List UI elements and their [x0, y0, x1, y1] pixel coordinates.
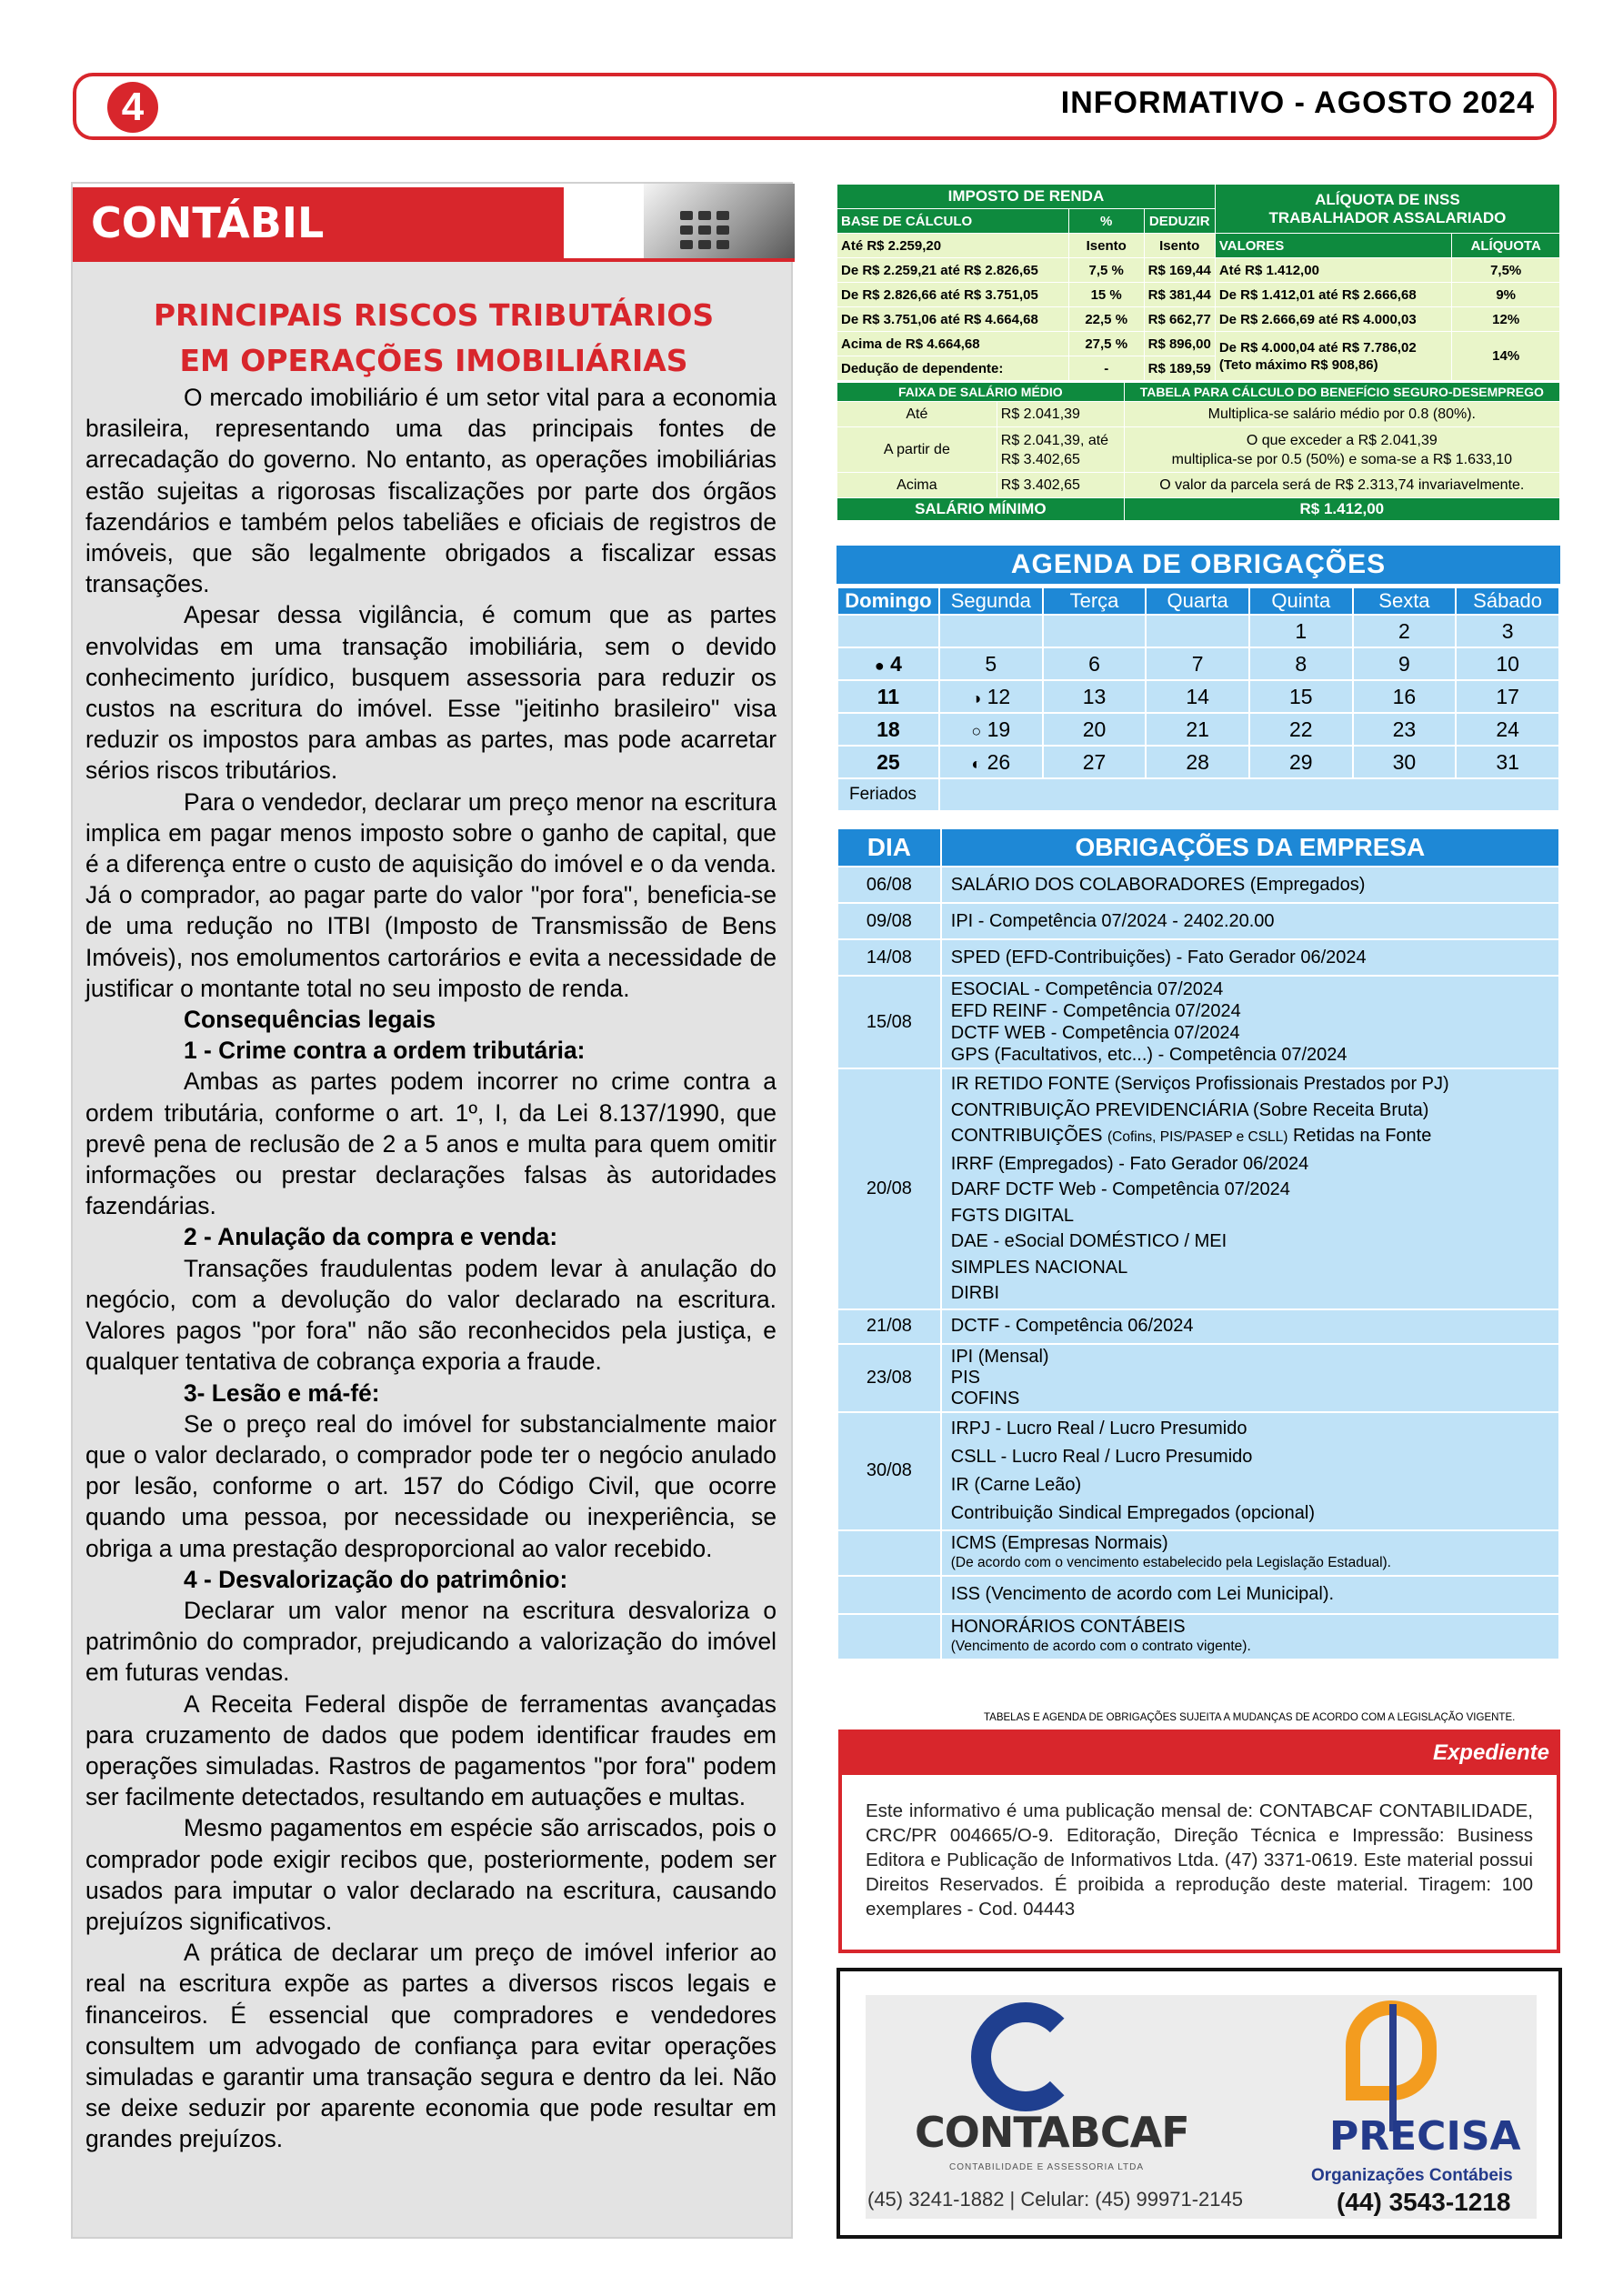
calendar-day: 11	[837, 680, 939, 713]
day-number: 12	[987, 684, 1011, 708]
inss-cell: 14%	[1452, 332, 1560, 381]
subheading: 2 - Anulação da compra e venda:	[184, 1223, 558, 1251]
calendar-day: 5	[939, 647, 1043, 680]
salario-minimo-value: R$ 1.412,00	[1124, 498, 1559, 521]
obligation-date: 20/08	[837, 1068, 941, 1309]
weekday-header: Sábado	[1456, 587, 1559, 615]
calendar-day: 21	[1146, 713, 1249, 746]
obligation-line: COFINS	[950, 1388, 1020, 1409]
section-label: CONTÁBIL	[73, 187, 564, 258]
ir-cell: De R$ 2.259,21 até R$ 2.826,65	[837, 258, 1069, 283]
calendar-day: 16	[1353, 680, 1457, 713]
inss-title-line: ALÍQUOTA DE INSS	[1315, 190, 1460, 208]
obligation-line: GPS (Facultativos, etc...) - Competência 07/2024	[950, 1045, 1347, 1065]
weekday-header: Segunda	[939, 587, 1043, 615]
subheading: Consequências legais	[184, 1006, 436, 1034]
calendar-day: 22	[1249, 713, 1353, 746]
col-header: BASE DE CÁLCULO	[837, 209, 1069, 234]
seguro-cell: O valor da parcela será de R$ 2.313,74 invariavelmente.	[1124, 473, 1559, 498]
calendar-day: 24	[1456, 713, 1559, 746]
sponsor-logos	[837, 1968, 1562, 2239]
calendar-day: 23	[1353, 713, 1457, 746]
ir-inss-table	[837, 184, 1560, 381]
paragraph: Ambas as partes podem incorrer no crime contra a ordem tributária, conforme o art. 1º, I, da Lei 8.137/1990, que prevê pena de reclusão de 2 a 5 anos e multa para quem omitir informações ou prestar declarações falsas às autoridades fazendárias.	[85, 1068, 776, 1220]
col-header: TABELA PARA CÁLCULO DO BENEFÍCIO SEGURO-DESEMPREGO	[1124, 383, 1559, 402]
obligation-date: 06/08	[837, 867, 941, 903]
seguro-desemprego-table	[837, 382, 1560, 521]
ir-title: IMPOSTO DE RENDA	[837, 185, 1216, 209]
obligation-note: (De acordo com o vencimento estabelecido pela Legislação Estadual).	[950, 1554, 1391, 1570]
article-body	[85, 382, 776, 2155]
obligation-text: IPI - Competência 07/2024 - 2402.20.00	[941, 903, 1559, 939]
calendar-day: 15	[1249, 680, 1353, 713]
ir-cell: Dedução de dependente:	[837, 356, 1069, 381]
caduceus-icon	[1389, 2004, 1397, 2131]
obligation-text: DCTF - Competência 06/2024	[941, 1309, 1559, 1344]
paragraph: O mercado imobiliário é um setor vital para a economia brasileira, representando uma das principais fontes de arrecadação do governo. No entanto, as operações imobiliárias estão sujeitas a rigorosas fiscalizações por parte dos órgãos fazendários e também pelos tabeliães e oficiais de registros de imóveis, que são legalmente obrigados a fiscalizar essas transações.	[85, 384, 776, 598]
paragraph: Transações fraudulentas podem levar à anulação do negócio, com a devolução do valor declarado na escritura. Valores pagos "por fora" não são reconhecidos pela justiça, e qualquer tentativa de cobrança exporia a fraude.	[85, 1254, 776, 1376]
seguro-cell	[997, 427, 1124, 473]
calendar-day	[939, 746, 1043, 778]
waning-moon-icon: ◐	[971, 754, 982, 773]
obligation-part: (Cofins, PIS/PASEP e CSLL)	[1107, 1129, 1288, 1145]
precisa-name: PRECISA	[1329, 2113, 1521, 2160]
obligation-date: 14/08	[837, 939, 941, 976]
expediente-box	[838, 1730, 1560, 1953]
obligation-text	[941, 1614, 1559, 1659]
obligation-line: SIMPLES NACIONAL	[950, 1257, 1128, 1278]
col-header: FAIXA DE SALÁRIO MÉDIO	[837, 383, 1125, 402]
expediente-header	[842, 1733, 1557, 1775]
feriados-label: Feriados	[837, 778, 939, 811]
ir-cell: De R$ 2.826,66 até R$ 3.751,05	[837, 283, 1069, 307]
obligation-line: HONORÁRIOS CONTÁBEIS	[950, 1616, 1186, 1637]
obligation-line: DAE - eSocial DOMÉSTICO / MEI	[950, 1231, 1227, 1251]
obligation-part: Retidas na Fonte	[1293, 1126, 1432, 1146]
contabcaf-name: CONTABCAF	[915, 2108, 1189, 2157]
section-divider	[73, 258, 795, 262]
inss-cell: De R$ 2.666,69 até R$ 4.000,03	[1215, 307, 1452, 332]
calendar-day: 2	[1353, 615, 1457, 647]
day-number: 4	[890, 651, 902, 676]
ir-cell: Até R$ 2.259,20	[837, 234, 1069, 258]
calendar-day: 3	[1456, 615, 1559, 647]
col-header: VALORES	[1215, 234, 1452, 258]
day-number: 26	[987, 749, 1011, 774]
obligation-text	[941, 1412, 1559, 1530]
new-moon-icon: ●	[874, 656, 885, 675]
article-title: PRINCIPAIS RISCOS TRIBUTÁRIOS EM OPERAÇÕES IMOBILIÁRIAS	[153, 297, 715, 378]
precisa-phone: (44) 3543-1218	[1337, 2188, 1511, 2216]
paragraph: Declarar um valor menor na escritura desvaloriza o patrimônio do comprador, prejudicando a valorização do imóvel em futuras vendas.	[85, 1596, 776, 1687]
calendar-day: 1	[1249, 615, 1353, 647]
inss-cell: De R$ 1.412,01 até R$ 2.666,68	[1215, 283, 1452, 307]
obligation-text: SALÁRIO DOS COLABORADORES (Empregados)	[941, 867, 1559, 903]
obligation-date	[837, 1576, 941, 1614]
obligation-part: CONTRIBUIÇÕES	[950, 1126, 1103, 1146]
inss-cell: 9%	[1452, 283, 1560, 307]
expediente-text: Este informativo é uma publicação mensal de: CONTABCAF CONTABILIDADE, CRC/PR 004665/O-9. Editoração, Direção Técnica e Impressão: Business Editora e Publicação de Informativos Ltda. (47) 3371-0619. Este material possui Direitos Reservados. É proibida a reprodução deste material. Tiragem: 100 exemplares - Cod. 04443	[866, 1800, 1533, 1920]
precisa-subtitle: Organizações Contábeis	[1311, 2166, 1513, 2185]
obligation-line: DARF DCTF Web - Competência 07/2024	[950, 1179, 1290, 1199]
calendar-table	[837, 587, 1560, 812]
calendar-day: 20	[1043, 713, 1147, 746]
calendar-day: 9	[1353, 647, 1457, 680]
subheading: 1 - Crime contra a ordem tributária:	[184, 1037, 586, 1065]
inss-title	[1215, 185, 1559, 234]
col-header: OBRIGAÇÕES DA EMPRESA	[941, 828, 1559, 867]
ir-cell: R$ 189,59	[1144, 356, 1215, 381]
ir-cell: 15 %	[1068, 283, 1144, 307]
crescent-moon-icon: ◑	[971, 688, 982, 707]
ir-cell: Acima de R$ 4.664,68	[837, 332, 1069, 356]
obligation-line: ICMS (Empresas Normais)	[950, 1532, 1168, 1553]
ir-cell: R$ 896,00	[1144, 332, 1215, 356]
seguro-cell: Até	[837, 402, 997, 427]
col-header: %	[1068, 209, 1144, 234]
article-column	[71, 182, 793, 2239]
subheading: 4 - Desvalorização do patrimônio:	[184, 1565, 568, 1593]
section-banner	[73, 184, 795, 262]
obligation-date	[837, 1530, 941, 1576]
ir-cell: 22,5 %	[1068, 307, 1144, 332]
agenda-title: AGENDA DE OBRIGAÇÕES	[837, 546, 1560, 584]
paragraph: A prática de declarar um preço de imóvel inferior ao real na escritura expõe as partes a diversos riscos legais e financeiros. É essencial que compradores e vendedores consultem um advogado de confiança para evitar operações simuladas e garantir uma transação segura e dentro da lei. Não se deixe seduzir por aparente economia que pode resultar em grandes prejuízos.	[85, 1939, 776, 2153]
seguro-line: R$ 2.041,39, até	[1000, 432, 1109, 448]
col-header: ALÍQUOTA	[1452, 234, 1560, 258]
seguro-line: O que exceder a R$ 2.041,39	[1246, 432, 1438, 448]
calendar-day: 18	[837, 713, 939, 746]
calendar-day: 27	[1043, 746, 1147, 778]
calendar-day	[939, 615, 1043, 647]
expediente-title: Expediente	[1432, 1740, 1549, 1765]
obligation-date: 09/08	[837, 903, 941, 939]
calculator-photo	[644, 184, 795, 262]
obligation-line: EFD REINF - Competência 07/2024	[950, 1001, 1241, 1021]
ir-cell: R$ 662,77	[1144, 307, 1215, 332]
seguro-cell: Multiplica-se salário médio por 0.8 (80%).	[1124, 402, 1559, 427]
paragraph: A Receita Federal dispõe de ferramentas avançadas para cruzamento de dados que podem identificar fraudes em operações simuladas. Rastros de pagamentos "por fora" podem ser facilmente detectados, resultando em autuações e multas.	[85, 1689, 776, 1811]
seguro-cell: Acima	[837, 473, 997, 498]
obligation-line: CSLL - Lucro Real / Lucro Presumido	[950, 1446, 1253, 1467]
paragraph: Para o vendedor, declarar um preço menor na escritura implica em pagar menos imposto sobre o ganho de capital, que é a diferença entre o custo de aquisição do imóvel e o da venda. Já o comprador, ao pagar parte do valor "por fora", beneficia-se de uma redução no ITBI (Imposto de Transmissão de Bens Imóveis), nos emolumentos cartorários e evita a necessidade de justificar o montante total no seu imposto de renda.	[85, 787, 776, 1002]
contabcaf-phone: (45) 3241-1882 | Celular: (45) 99971-2145	[867, 2188, 1243, 2211]
obligation-line: DCTF WEB - Competência 07/2024	[950, 1023, 1240, 1043]
weekday-header: Sexta	[1353, 587, 1457, 615]
seguro-cell: A partir de	[837, 427, 997, 473]
subheading: 3- Lesão e má-fé:	[184, 1379, 380, 1407]
obligation-line: FGTS DIGITAL	[950, 1205, 1074, 1226]
page-number: 4	[107, 82, 158, 133]
inss-range: De R$ 4.000,04 até R$ 7.786,02	[1218, 339, 1417, 356]
calendar-day	[939, 713, 1043, 746]
obligation-line: CONTRIBUIÇÃO PREVIDENCIÁRIA (Sobre Receita Bruta)	[950, 1099, 1429, 1120]
seguro-line: R$ 3.402,65	[1000, 451, 1080, 467]
ir-cell: De R$ 3.751,06 até R$ 4.664,68	[837, 307, 1069, 332]
obligations-table	[837, 827, 1560, 1660]
inss-cell	[1215, 332, 1452, 381]
logos-panel	[866, 1995, 1537, 2219]
calendar-day	[837, 615, 939, 647]
obligation-line: PIS	[950, 1367, 981, 1388]
obligation-line: IPI (Mensal)	[950, 1346, 1049, 1367]
calendar-day: 7	[1146, 647, 1249, 680]
calendar-day	[1043, 615, 1147, 647]
obligation-line: IR RETIDO FONTE (Serviços Profissionais Prestados por PJ)	[950, 1074, 1449, 1094]
obligation-date: 15/08	[837, 976, 941, 1068]
calendar-day: 6	[1043, 647, 1147, 680]
seguro-cell: R$ 3.402,65	[997, 473, 1124, 498]
col-header: DEDUZIR	[1144, 209, 1215, 234]
obligation-date: 21/08	[837, 1309, 941, 1344]
obligation-line	[951, 1123, 1549, 1151]
obligation-text	[941, 976, 1559, 1068]
ir-cell: Isento	[1068, 234, 1144, 258]
inss-cell: 12%	[1452, 307, 1560, 332]
calendar-day: 17	[1456, 680, 1559, 713]
page-header	[73, 73, 1557, 140]
weekday-header: Domingo	[837, 587, 939, 615]
calendar-day: 13	[1043, 680, 1147, 713]
paragraph: Se o preço real do imóvel for substancialmente maior que o valor declarado, o comprador pode ter o negócio anulado por lesão, conforme o art. 157 do Código Civil, que ocorre quando uma pessoa, por necessidade ou inexperiência, se obriga a uma prestação desproporcional ao valor recebido.	[85, 1409, 776, 1562]
obligation-date: 30/08	[837, 1412, 941, 1530]
obligation-text	[941, 1344, 1559, 1412]
inss-teto: (Teto máximo R$ 908,86)	[1218, 356, 1378, 373]
salario-minimo-label: SALÁRIO MÍNIMO	[837, 498, 1125, 521]
calendar-day: 10	[1456, 647, 1559, 680]
ir-cell: 7,5 %	[1068, 258, 1144, 283]
calendar-day: 30	[1353, 746, 1457, 778]
full-moon-icon: ○	[971, 721, 982, 740]
calendar-day	[939, 680, 1043, 713]
obligation-line: ESOCIAL - Competência 07/2024	[950, 979, 1224, 999]
disclaimer-note: TABELAS E AGENDA DE OBRIGAÇÕES SUJEITA A MUDANÇAS DE ACORDO COM A LEGISLAÇÃO VIGENTE.	[984, 1712, 1516, 1723]
obligation-date: 23/08	[837, 1344, 941, 1412]
paragraph: Mesmo pagamentos em espécie são arriscados, pois o comprador pode exigir recibos que, posteriormente, podem ser usados para imputar o valor declarado na escritura, causando prejuízos significativos.	[85, 1814, 776, 1935]
obligation-note: (Vencimento de acordo com o contrato vigente).	[950, 1638, 1251, 1654]
calendar-day: 29	[1249, 746, 1353, 778]
seguro-cell: R$ 2.041,39	[997, 402, 1124, 427]
obligation-line: Contribuição Sindical Empregados (opcional)	[950, 1502, 1315, 1523]
obligation-text: SPED (EFD-Contribuições) - Fato Gerador 06/2024	[941, 939, 1559, 976]
obligation-line: IRPJ - Lucro Real / Lucro Presumido	[950, 1418, 1247, 1439]
calendar-day: 31	[1456, 746, 1559, 778]
feriados-cell	[939, 778, 1559, 811]
obligation-date	[837, 1614, 941, 1659]
calendar-day	[1146, 615, 1249, 647]
newsletter-title: INFORMATIVO - AGOSTO 2024	[1060, 85, 1535, 120]
calendar-day: 25	[837, 746, 939, 778]
calendar-day: 28	[1146, 746, 1249, 778]
contabcaf-subtitle: CONTABILIDADE E ASSESSORIA LTDA	[949, 2162, 1145, 2172]
col-header: DIA	[837, 828, 941, 867]
seguro-line: multiplica-se por 0.5 (50%) e soma-se a R$ 1.633,10	[1171, 451, 1513, 467]
obligation-line: IRRF (Empregados) - Fato Gerador 06/2024	[950, 1153, 1309, 1174]
ir-cell: 27,5 %	[1068, 332, 1144, 356]
obligation-text	[941, 1530, 1559, 1576]
obligation-text: ISS (Vencimento de acordo com Lei Municipal).	[941, 1576, 1559, 1614]
paragraph: Apesar dessa vigilância, é comum que as partes envolvidas em uma transação imobiliária, sem o devido conhecimento jurídico, busquem assessoria para reduzir os custos na escritura do imóvel. Esse "jeitinho brasileiro" visa reduzir os impostos para ambas as partes, mas pode acarretar sérios riscos tributários.	[85, 601, 776, 785]
weekday-header: Quinta	[1249, 587, 1353, 615]
inss-cell: Até R$ 1.412,00	[1215, 258, 1452, 283]
inss-title-line: TRABALHADOR ASSALARIADO	[1268, 208, 1507, 226]
obligation-line: IR (Carne Leão)	[950, 1474, 1082, 1495]
ir-cell: Isento	[1144, 234, 1215, 258]
day-number: 19	[987, 717, 1011, 741]
seguro-cell	[1124, 427, 1559, 473]
contabcaf-logo-icon	[971, 2002, 1080, 2111]
ir-cell: -	[1068, 356, 1144, 381]
calendar-day: 14	[1146, 680, 1249, 713]
calendar-day	[837, 647, 939, 680]
obligation-text	[941, 1068, 1559, 1309]
weekday-header: Quarta	[1146, 587, 1249, 615]
ir-cell: R$ 381,44	[1144, 283, 1215, 307]
inss-cell: 7,5%	[1452, 258, 1560, 283]
weekday-header: Terça	[1043, 587, 1147, 615]
calendar-day: 8	[1249, 647, 1353, 680]
obligation-line: DIRBI	[950, 1283, 1000, 1303]
ir-cell: R$ 169,44	[1144, 258, 1215, 283]
